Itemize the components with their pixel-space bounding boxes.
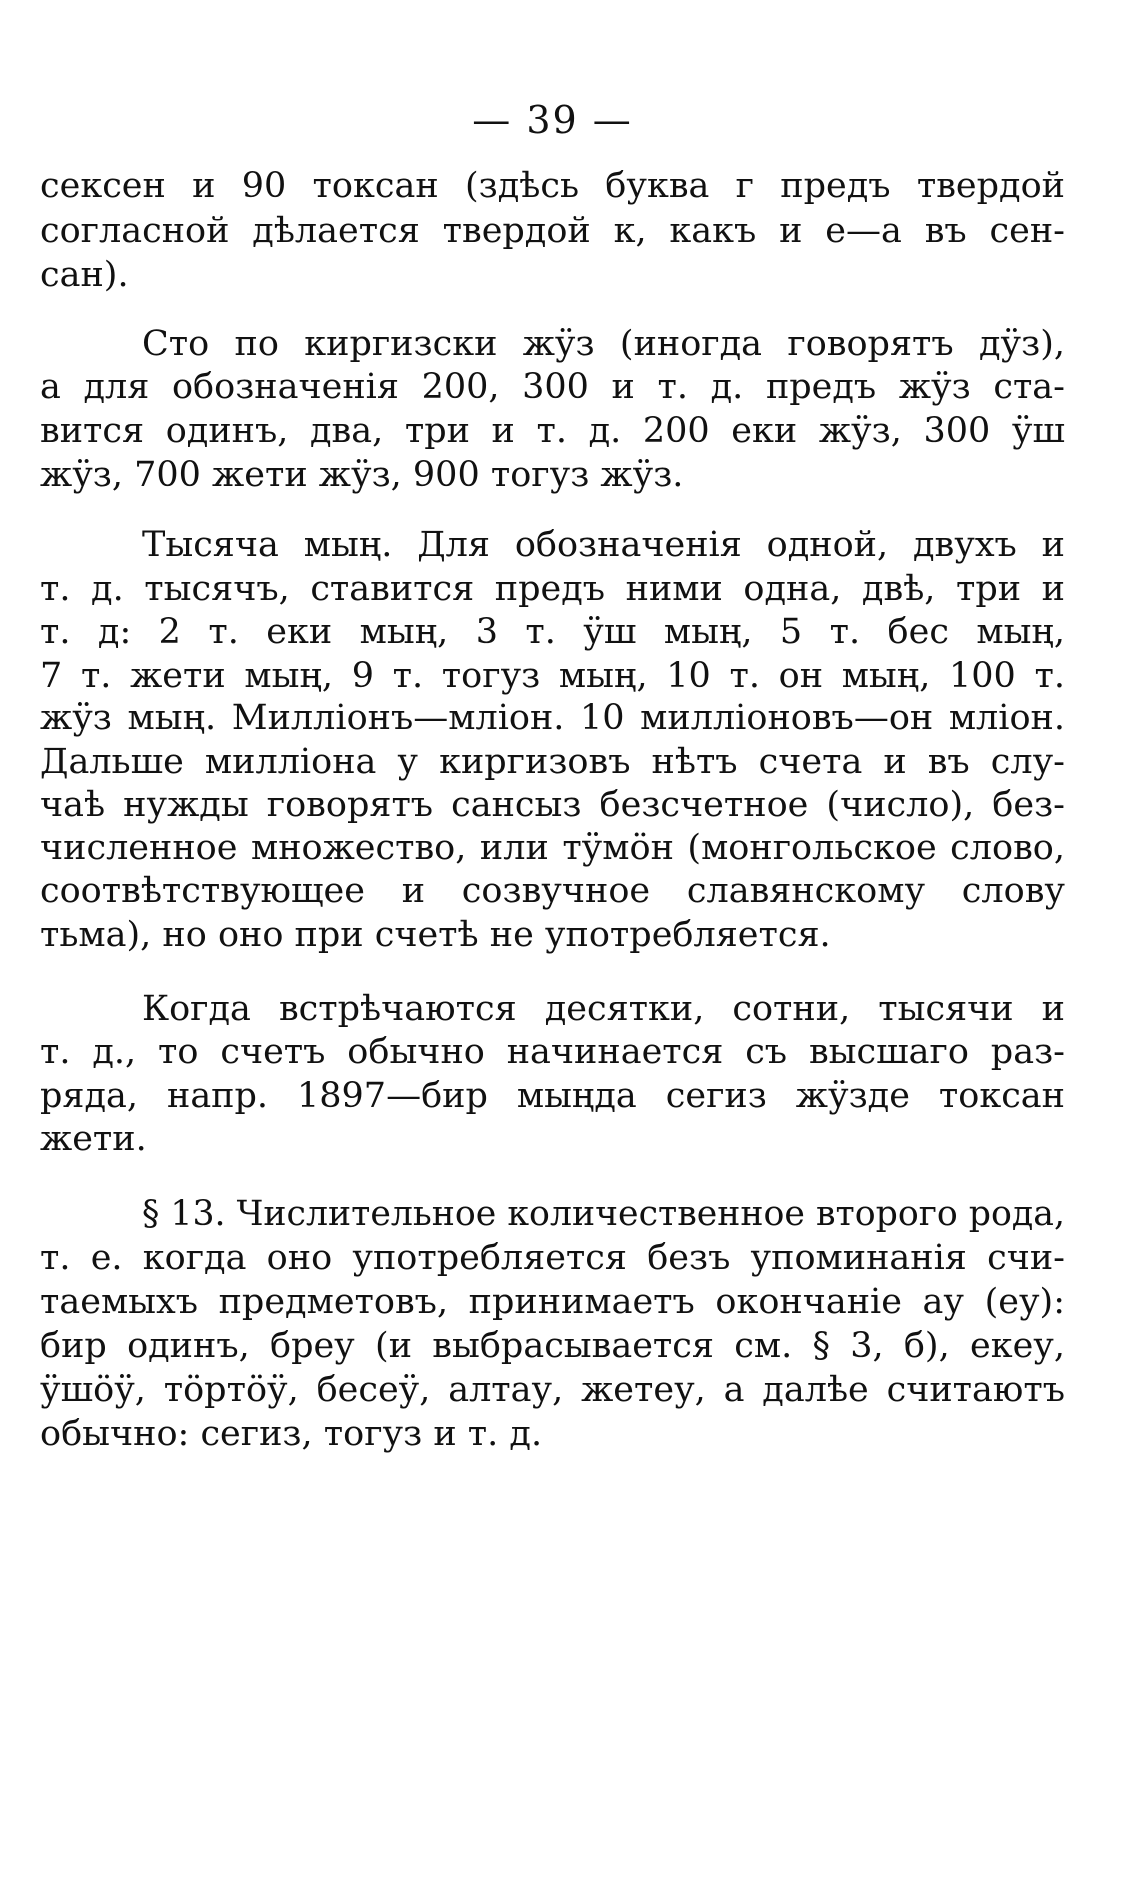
text-line: т. е. когда оно употребляется безъ упоминанія счи-: [40, 1238, 1065, 1278]
text-line: численное множество, или тӱмӧн (монгольское слово,: [40, 828, 1065, 868]
text-line: чаѣ нужды говорятъ сансыз безсчетное (число), без-: [40, 785, 1065, 825]
text-line: согласной дѣлается твердой к, какъ и е—а въ сен-: [40, 211, 1065, 251]
text-line: сексен и 90 токсан (здѣсь буква г предъ твердой: [40, 166, 1065, 206]
page-number: — 39 —: [472, 98, 633, 142]
text-line: жети.: [40, 1119, 147, 1159]
text-line: 7 т. жети мың, 9 т. тогуз мың, 10 т. он мың, 100 т.: [40, 656, 1065, 696]
text-line: т. д., то счетъ обычно начинается съ высшаго раз-: [40, 1032, 1065, 1072]
text-line: таемыхъ предметовъ, принимаетъ окончаніе ау (еу):: [40, 1282, 1065, 1322]
text-line: т. д. тысячъ, ставится предъ ними одна, двѣ, три и: [40, 569, 1065, 609]
text-line: ряда, напр. 1897—бир мыңда сегиз жӱзде токсан: [40, 1076, 1065, 1116]
text-line: вится одинъ, два, три и т. д. 200 еки жӱз, 300 ӱш: [40, 411, 1065, 451]
text-line: жӱз, 700 жети жӱз, 900 тогуз жӱз.: [40, 455, 684, 495]
text-line: ӱшӧӱ, тӧртӧӱ, бесеӱ, алтау, жетеу, а далѣе считаютъ: [40, 1370, 1065, 1410]
text-line: Дальше милліона у киргизовъ нѣтъ счета и въ слу-: [40, 742, 1065, 782]
text-line: т. д: 2 т. еки мың, 3 т. ӱш мың, 5 т. бес мың,: [40, 612, 1065, 652]
text-line: соотвѣтствующее и созвучное славянскому слову: [40, 871, 1065, 911]
text-line: бир одинъ, бреу (и выбрасывается см. § 3, б), екеу,: [40, 1326, 1065, 1366]
text-line: Тысяча мың. Для обозначенія одной, двухъ и: [142, 525, 1065, 565]
section-heading-line: § 13. Числительное количественное второго рода,: [142, 1194, 1065, 1234]
text-line: обычно: сегиз, тогуз и т. д.: [40, 1414, 543, 1454]
text-line: сан).: [40, 255, 129, 295]
text-line: тьма), но оно при счетѣ не употребляется.: [40, 915, 831, 955]
text-line: а для обозначенія 200, 300 и т. д. предъ жӱз ста-: [40, 367, 1065, 407]
text-line: Когда встрѣчаются десятки, сотни, тысячи и: [142, 989, 1065, 1029]
book-page: [40, 0, 1065, 1890]
text-line: жӱз мың. Милліонъ—млiон. 10 милліоновъ—он млiон.: [40, 698, 1065, 738]
text-line: Сто по киргизски жӱз (иногда говорятъ дӱз),: [142, 324, 1065, 364]
